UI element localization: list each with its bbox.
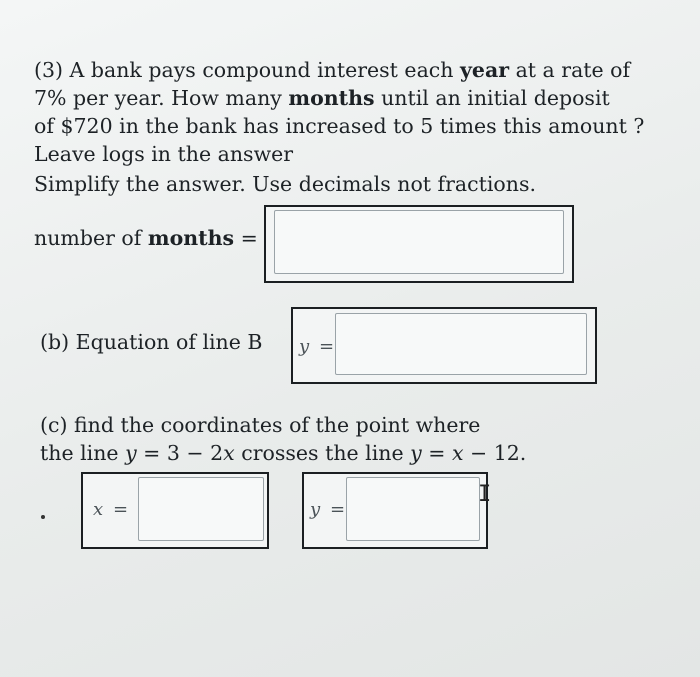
question-line-3: of $720 in the bank has increased to 5 times this amount ? [34,114,645,138]
line-b-input[interactable] [335,313,587,375]
part-c-math-y: y [125,441,137,465]
part-c-text: the line [40,441,126,465]
question-emphasis-months: months [288,86,375,110]
x-answer-box [81,472,269,549]
part-c-math-x: x [451,441,464,465]
question-line-2 [34,84,610,113]
months-label-text: number of [34,226,148,250]
question-text: (3) A bank pays compound interest each [34,58,460,82]
part-c-text: = [421,441,452,465]
bullet-dot [41,515,45,519]
question-text: at a rate of [509,58,631,82]
months-label-bold: months [147,226,235,250]
part-c-text: = 3 − 2 [136,441,224,465]
months-answer-box [264,205,574,283]
y-input[interactable] [346,477,480,541]
x-input[interactable] [138,477,264,541]
months-label [34,224,258,252]
line-b-label: (b) Equation of line B [40,330,263,354]
question-line-5: Simplify the answer. Use decimals not fractions. [34,172,537,196]
y-equals: = [330,499,346,520]
line-b-y-var: y [299,336,310,357]
part-c-math-y: y [410,441,422,465]
line-b-equals: = [319,336,335,357]
text-cursor-icon: I [478,482,492,507]
part-c-text: − 12. [463,441,527,465]
x-equals: = [113,499,129,520]
part-c-line-2 [40,439,526,467]
part-c-math-x: x [223,441,235,465]
part-c-text: crosses the line [234,441,411,465]
question-emphasis-year: year [460,58,510,82]
months-label-equals: = [234,226,258,250]
x-var: x [93,499,104,520]
months-input[interactable] [274,210,564,274]
y-answer-box [302,472,488,549]
question-line-1 [34,56,630,85]
line-b-answer-box [291,307,597,384]
part-c-line-1: (c) find the coordinates of the point where [40,413,481,437]
question-line-4: Leave logs in the answer [34,142,294,166]
y-var: y [310,499,321,520]
question-text: 7% per year. How many [34,86,289,110]
question-text: until an initial deposit [374,86,610,110]
